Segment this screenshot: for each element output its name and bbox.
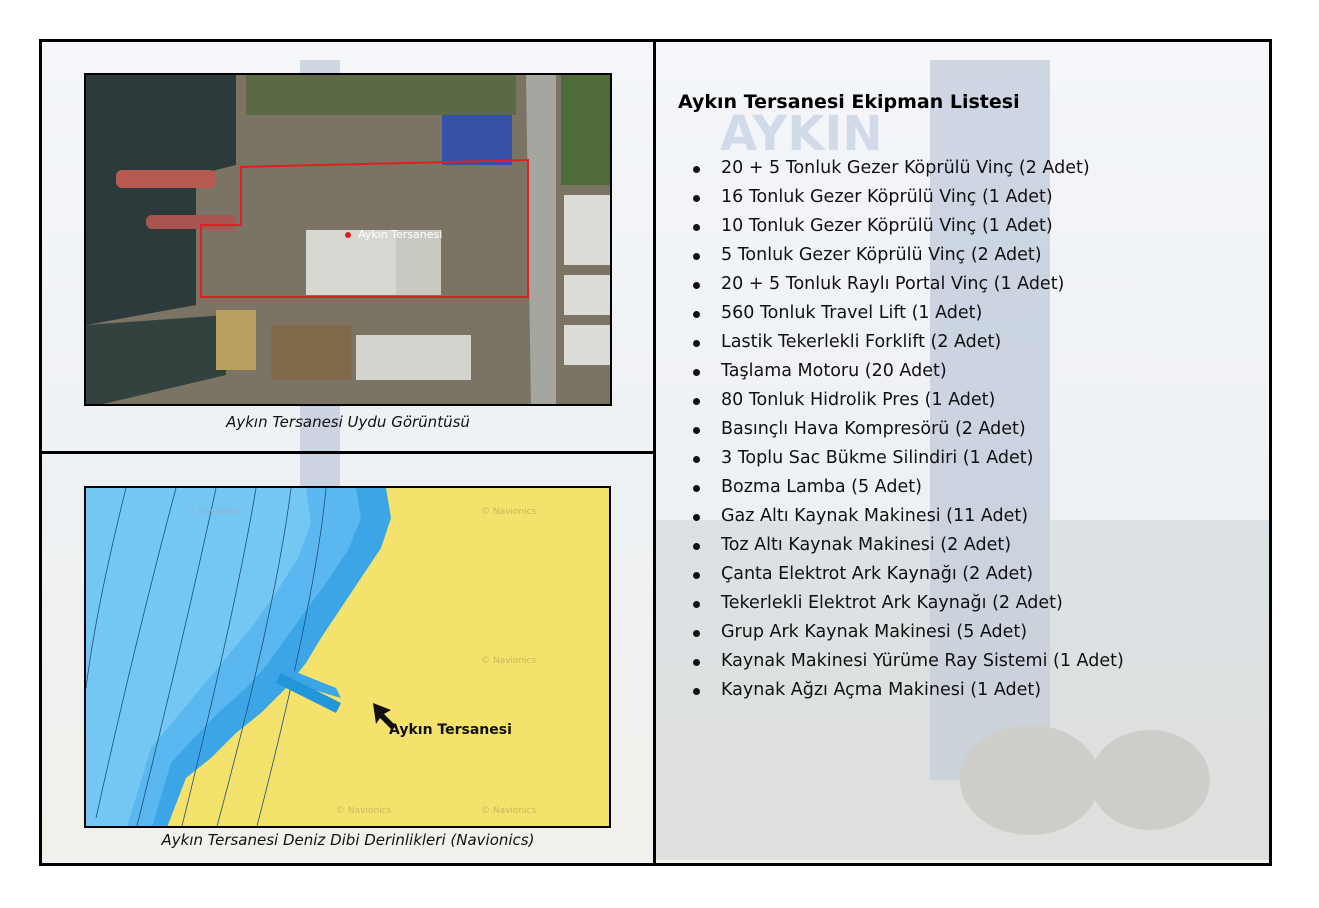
list-item — [693, 154, 1124, 183]
list-item-label: 20 + 5 Tonluk Gezer Köprülü Vinç (2 Adet) — [721, 158, 1090, 178]
satellite-map-label: Aykın Tersanesi — [358, 228, 443, 241]
list-item — [693, 473, 1124, 502]
chart-watermark: © Navionics — [481, 806, 537, 816]
chart-marker-label: Aykın Tersanesi — [389, 722, 512, 738]
list-item — [693, 212, 1124, 241]
list-item-label: 560 Tonluk Travel Lift (1 Adet) — [721, 303, 983, 323]
bullet-icon — [693, 224, 700, 231]
horizontal-divider — [39, 451, 656, 454]
bullet-icon — [693, 543, 700, 550]
list-item — [693, 328, 1124, 357]
list-item-label: 16 Tonluk Gezer Köprülü Vinç (1 Adet) — [721, 187, 1053, 207]
satellite-image — [84, 73, 612, 406]
list-item-label: Lastik Tekerlekli Forklift (2 Adet) — [721, 332, 1002, 352]
bullet-icon — [693, 456, 700, 463]
background-logo-text: AYKIN — [720, 106, 883, 162]
bullet-icon — [693, 688, 700, 695]
bullet-icon — [693, 630, 700, 637]
list-item — [693, 386, 1124, 415]
bullet-icon — [693, 398, 700, 405]
list-item — [693, 676, 1124, 705]
list-item — [693, 241, 1124, 270]
list-item-label: Gaz Altı Kaynak Makinesi (11 Adet) — [721, 506, 1029, 526]
depth-chart-image — [84, 486, 611, 828]
bullet-icon — [693, 485, 700, 492]
bullet-icon — [693, 166, 700, 173]
list-item — [693, 444, 1124, 473]
bullet-icon — [693, 311, 700, 318]
list-item — [693, 589, 1124, 618]
equipment-list-title: Aykın Tersanesi Ekipman Listesi — [678, 91, 1020, 113]
list-item-label: 3 Toplu Sac Bükme Silindiri (1 Adet) — [721, 448, 1034, 468]
list-item — [693, 183, 1124, 212]
list-item — [693, 647, 1124, 676]
list-item — [693, 502, 1124, 531]
list-item — [693, 357, 1124, 386]
list-item-label: Kaynak Ağzı Açma Makinesi (1 Adet) — [721, 680, 1042, 700]
bullet-icon — [693, 340, 700, 347]
list-item-label: Tekerlekli Elektrot Ark Kaynağı (2 Adet) — [721, 593, 1063, 613]
bullet-icon — [693, 195, 700, 202]
list-item-label: Toz Altı Kaynak Makinesi (2 Adet) — [721, 535, 1012, 555]
bullet-icon — [693, 601, 700, 608]
equipment-list — [693, 154, 1124, 705]
list-item — [693, 560, 1124, 589]
chart-watermark: © Navionics — [481, 507, 537, 517]
list-item-label: Kaynak Makinesi Yürüme Ray Sistemi (1 Adet) — [721, 651, 1124, 671]
list-item-label: Taşlama Motoru (20 Adet) — [721, 361, 947, 381]
list-item-label: Bozma Lamba (5 Adet) — [721, 477, 922, 497]
list-item — [693, 415, 1124, 444]
list-item — [693, 299, 1124, 328]
list-item-label: Basınçlı Hava Kompresörü (2 Adet) — [721, 419, 1026, 439]
list-item-label: Grup Ark Kaynak Makinesi (5 Adet) — [721, 622, 1028, 642]
bullet-icon — [693, 253, 700, 260]
chart-watermark: © Navionics — [186, 507, 242, 517]
list-item — [693, 531, 1124, 560]
bullet-icon — [693, 514, 700, 521]
list-item — [693, 618, 1124, 647]
chart-watermark: © Navionics — [481, 656, 537, 666]
bullet-icon — [693, 369, 700, 376]
list-item-label: 10 Tonluk Gezer Köprülü Vinç (1 Adet) — [721, 216, 1053, 236]
list-item-label: Çanta Elektrot Ark Kaynağı (2 Adet) — [721, 564, 1034, 584]
bullet-icon — [693, 572, 700, 579]
list-item-label: 5 Tonluk Gezer Köprülü Vinç (2 Adet) — [721, 245, 1042, 265]
satellite-caption: Aykın Tersanesi Uydu Görüntüsü — [226, 413, 470, 431]
bullet-icon — [693, 659, 700, 666]
chart-watermark: © Navionics — [336, 806, 392, 816]
bullet-icon — [693, 427, 700, 434]
list-item-label: 80 Tonluk Hidrolik Pres (1 Adet) — [721, 390, 996, 410]
list-item-label: 20 + 5 Tonluk Raylı Portal Vinç (1 Adet) — [721, 274, 1065, 294]
list-item — [693, 270, 1124, 299]
bullet-icon — [693, 282, 700, 289]
depth-chart-caption: Aykın Tersanesi Deniz Dibi Derinlikleri (Navionics) — [161, 831, 535, 849]
